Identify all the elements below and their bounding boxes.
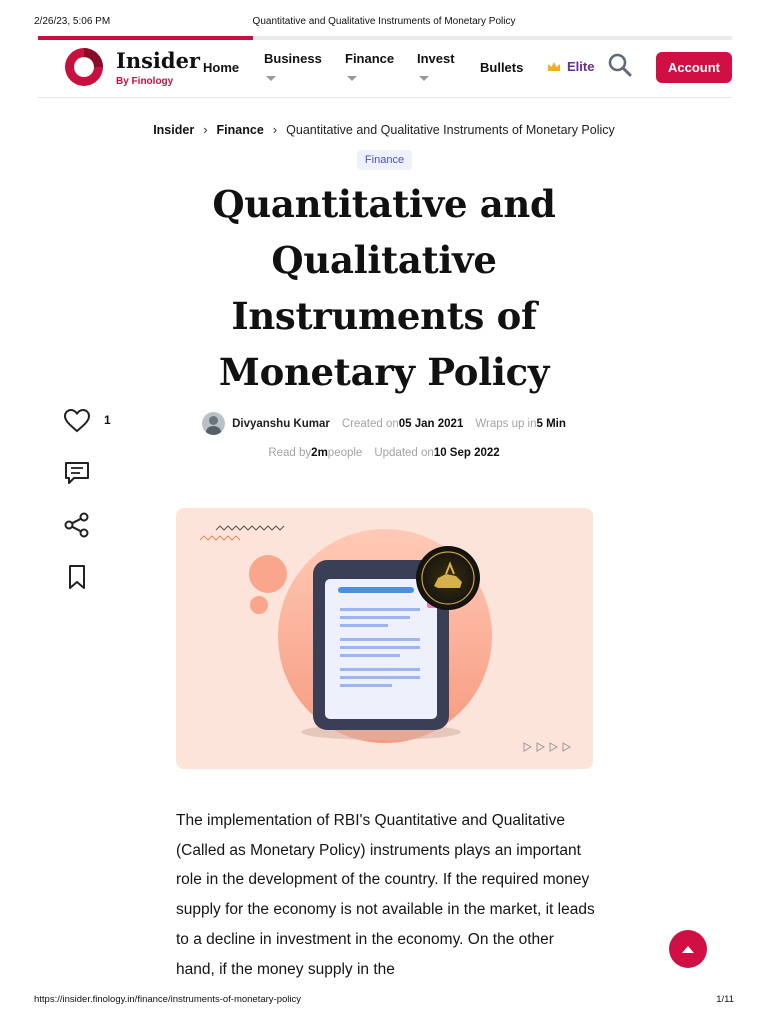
breadcrumb-separator-icon: ›: [203, 122, 208, 137]
updated-date: 10 Sep 2022: [433, 447, 500, 459]
breadcrumb-current: Quantitative and Qualitative Instruments of Monetary Policy: [286, 122, 615, 137]
created-date: 05 Jan 2021: [398, 417, 464, 430]
bookmark-icon: [62, 562, 92, 592]
nav-invest-label: Invest: [417, 51, 455, 66]
brand-name: Insider: [116, 48, 200, 73]
brand-subtitle: By Finology: [116, 76, 174, 87]
breadcrumb: [0, 122, 768, 137]
account-button[interactable]: Account: [656, 52, 732, 83]
reading-time: 5 Min: [536, 417, 566, 430]
document-line: [340, 646, 420, 649]
print-footer: [34, 994, 734, 1006]
share-icon: [62, 510, 92, 540]
document-line: [340, 624, 388, 627]
author-name[interactable]: Divyanshu Kumar: [232, 417, 330, 430]
hero-image: [176, 508, 593, 769]
created-label: Created on: [341, 417, 399, 430]
wraps-label: Wraps up in: [475, 417, 537, 430]
scroll-to-top-button[interactable]: [669, 930, 707, 968]
breadcrumb-finance[interactable]: Finance: [216, 122, 264, 137]
logo-mark-icon: [64, 47, 104, 87]
nav-bullets[interactable]: Bullets: [480, 60, 524, 75]
decor-circle: [250, 596, 268, 614]
zigzag-decoration: [216, 526, 284, 530]
breadcrumb-separator-icon: ›: [272, 122, 278, 137]
nav-business[interactable]: [264, 51, 322, 66]
bookmark-button[interactable]: [62, 562, 92, 592]
read-by-label: Read by: [268, 447, 312, 459]
chevron-down-icon: [266, 76, 276, 81]
like-count: 1: [104, 413, 111, 427]
document-line: [340, 684, 392, 687]
updated-label: Updated on: [374, 447, 434, 459]
article-title: Quantitative and Qualitative Instruments of Monetary Policy: [212, 182, 556, 394]
document-line: [340, 608, 420, 611]
print-header: [34, 16, 734, 30]
comment-icon: [62, 458, 92, 488]
chevron-down-icon: [419, 76, 429, 81]
read-by-count: 2m: [311, 447, 328, 459]
nav-finance[interactable]: [345, 51, 394, 66]
print-page-title: Quantitative and Qualitative Instruments of Monetary Policy: [252, 16, 516, 27]
print-url: https://insider.finology.in/finance/instruments-of-monetary-policy: [34, 994, 302, 1005]
chevron-down-icon: [347, 76, 357, 81]
nav-business-label: Business: [264, 51, 322, 66]
nav-home[interactable]: Home: [203, 60, 240, 75]
nav-elite[interactable]: [547, 59, 594, 74]
document-line: [340, 676, 420, 679]
comment-button[interactable]: [62, 458, 92, 488]
nav-elite-label: Elite: [567, 59, 595, 74]
article-body-paragraph: The implementation of RBI's Quantitative and Qualitative (Called as Monetary Policy) instruments plays an important role in the development of the country. If the required money supply for the economy is not available in the market, it leads to a decline in investment in the economy. On the other hand, if the money supply in the: [176, 812, 595, 978]
author-avatar[interactable]: [202, 412, 225, 435]
document-line: [340, 638, 420, 641]
site-logo[interactable]: [64, 46, 214, 90]
search-icon: [607, 52, 633, 78]
rbi-seal: [416, 546, 480, 610]
search-button[interactable]: [607, 52, 633, 78]
read-by-suffix: people: [327, 447, 363, 459]
document-line: [340, 654, 400, 657]
article-illustration: [176, 508, 593, 769]
document-header-line: [338, 587, 414, 593]
crown-icon: [547, 61, 561, 73]
play-arrows-decoration: [524, 743, 570, 751]
article-stats: [0, 447, 768, 459]
document-line: [340, 668, 420, 671]
decor-circle: [249, 555, 287, 593]
print-datetime: 2/26/23, 5:06 PM: [34, 16, 111, 27]
document-line: [340, 616, 410, 619]
print-page-number: 1/11: [716, 994, 734, 1005]
like-button[interactable]: [62, 406, 92, 436]
breadcrumb-insider[interactable]: Insider: [153, 122, 195, 137]
zigzag-decoration: [200, 536, 240, 540]
nav-finance-label: Finance: [345, 51, 395, 66]
share-button[interactable]: [62, 510, 92, 540]
article-meta: [0, 412, 768, 435]
nav-invest[interactable]: [417, 51, 455, 66]
heart-icon: [62, 406, 92, 436]
top-navbar: [38, 40, 732, 98]
arrow-up-icon: [681, 944, 695, 954]
category-badge[interactable]: Finance: [357, 150, 412, 170]
